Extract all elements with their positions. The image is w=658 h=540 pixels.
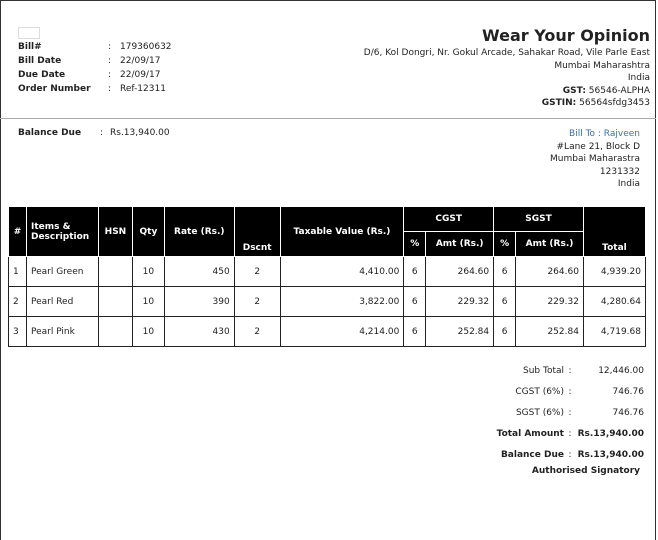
cell-sgst-amt: 264.60 — [516, 257, 584, 287]
cell-hsn — [98, 317, 132, 347]
authorised-signatory: Authorised Signatory — [531, 466, 640, 476]
bill-number-value: 179360632 — [120, 42, 172, 52]
colon: : — [568, 387, 572, 397]
table-row — [9, 257, 646, 287]
cell-hsn — [98, 287, 132, 317]
due-date-row — [18, 68, 172, 82]
colon: : — [568, 408, 572, 418]
company-info — [364, 26, 650, 110]
colon: : — [108, 84, 112, 94]
bill-date-row — [18, 54, 172, 68]
table-row — [9, 287, 646, 317]
th-sgst-amt: Amt (Rs.) — [516, 232, 584, 257]
company-gst — [364, 85, 650, 98]
th-cgst: CGST — [404, 207, 494, 232]
th-items: Items & Description — [26, 207, 98, 257]
th-number: # — [9, 207, 27, 257]
bill-to-title: Bill To : Rajveen — [569, 129, 640, 139]
cgst-total-row — [484, 386, 644, 407]
cgst-total-label: CGST (6%) — [515, 387, 564, 397]
colon: : — [108, 42, 112, 52]
table-row — [9, 317, 646, 347]
cell-number: 1 — [9, 257, 27, 287]
bill-to-line4: India — [617, 179, 640, 189]
gst-label: GST: — [562, 85, 586, 96]
colon: : — [568, 366, 572, 376]
balance-due-value: Rs.13,940.00 — [110, 128, 170, 138]
balance-due-total-value: Rs.13,940.00 — [577, 450, 644, 460]
th-total: Total — [583, 207, 645, 257]
sub-total-row — [484, 365, 644, 386]
cell-total: 4,939.20 — [583, 257, 645, 287]
cell-rate: 450 — [164, 257, 234, 287]
items-table — [8, 206, 646, 347]
cell-item: Pearl Pink — [26, 317, 98, 347]
cell-sgst-amt: 252.84 — [516, 317, 584, 347]
th-sgst-pct: % — [494, 232, 516, 257]
bill-meta — [18, 40, 172, 96]
total-amount-label: Total Amount — [496, 429, 564, 439]
company-address-line1: D/6, Kol Dongri, Nr. Gokul Arcade, Sahakar Road, Vile Parle East — [363, 48, 650, 58]
total-amount-row — [484, 428, 644, 449]
cell-qty: 10 — [132, 287, 164, 317]
cell-sgst-pct: 6 — [494, 317, 516, 347]
cell-sgst-pct: 6 — [494, 287, 516, 317]
company-name: Wear Your Opinion — [482, 26, 650, 45]
company-gstin — [364, 97, 650, 110]
bill-date-value: 22/09/17 — [120, 56, 161, 66]
colon: : — [100, 128, 104, 138]
th-rate: Rate (Rs.) — [164, 207, 234, 257]
cell-item: Pearl Red — [26, 287, 98, 317]
cell-discount: 2 — [234, 287, 280, 317]
cell-taxable: 4,214.00 — [280, 317, 404, 347]
company-address-line2: Mumbai Maharashtra — [554, 60, 650, 71]
colon: : — [568, 429, 572, 439]
cell-taxable: 3,822.00 — [280, 287, 404, 317]
bill-to-line1: #Lane 21, Block D — [556, 141, 640, 152]
gstin-value: 56564sfdg3453 — [579, 98, 650, 108]
totals-summary — [484, 365, 644, 470]
order-number-label: Order Number — [18, 84, 91, 94]
total-amount-value: Rs.13,940.00 — [577, 429, 644, 439]
bill-number-label: Bill# — [18, 42, 42, 52]
company-country: India — [627, 73, 650, 83]
cell-discount: 2 — [234, 317, 280, 347]
cell-cgst-amt: 229.32 — [426, 287, 494, 317]
bill-to-line3: 1231332 — [599, 166, 640, 177]
cell-cgst-amt: 252.84 — [426, 317, 494, 347]
logo-placeholder — [18, 27, 40, 39]
cell-cgst-pct: 6 — [404, 257, 426, 287]
balance-due-total-label: Balance Due — [500, 450, 564, 460]
sgst-total-label: SGST (6%) — [515, 408, 564, 418]
th-hsn: HSN — [98, 207, 132, 257]
cell-cgst-pct: 6 — [404, 317, 426, 347]
cell-qty: 10 — [132, 317, 164, 347]
sgst-total-row — [484, 407, 644, 428]
sgst-total-value: 746.76 — [612, 408, 644, 418]
cell-total: 4,280.64 — [583, 287, 645, 317]
bill-to-line2: Mumbai Maharastra — [550, 154, 640, 164]
sub-total-label: Sub Total — [522, 366, 564, 376]
th-discount: Dscnt — [234, 207, 280, 257]
order-number-row — [18, 82, 172, 96]
th-cgst-pct: % — [404, 232, 426, 257]
colon: : — [108, 56, 112, 66]
cell-qty: 10 — [132, 257, 164, 287]
cell-item: Pearl Green — [26, 257, 98, 287]
due-date-label: Due Date — [18, 70, 66, 80]
th-taxable: Taxable Value (Rs.) — [280, 207, 404, 257]
cell-cgst-amt: 264.60 — [426, 257, 494, 287]
cgst-total-value: 746.76 — [612, 387, 644, 397]
cell-number: 2 — [9, 287, 27, 317]
sub-total-value: 12,446.00 — [598, 366, 644, 376]
cell-rate: 430 — [164, 317, 234, 347]
cell-cgst-pct: 6 — [404, 287, 426, 317]
balance-due-label: Balance Due — [18, 128, 82, 138]
th-cgst-amt: Amt (Rs.) — [426, 232, 494, 257]
th-qty: Qty — [132, 207, 164, 257]
cell-total: 4,719.68 — [583, 317, 645, 347]
cell-discount: 2 — [234, 257, 280, 287]
cell-sgst-amt: 229.32 — [516, 287, 584, 317]
balance-due-summary — [18, 128, 170, 138]
bill-number-row — [18, 40, 172, 54]
header-divider — [0, 118, 656, 119]
bill-to — [550, 128, 640, 191]
colon: : — [108, 70, 112, 80]
cell-rate: 390 — [164, 287, 234, 317]
due-date-value: 22/09/17 — [120, 70, 161, 80]
colon: : — [568, 450, 572, 460]
gstin-label: GSTIN: — [541, 98, 577, 108]
cell-sgst-pct: 6 — [494, 257, 516, 287]
order-number-value: Ref-12311 — [120, 84, 166, 94]
cell-number: 3 — [9, 317, 27, 347]
bill-date-label: Bill Date — [18, 56, 62, 66]
cell-hsn — [98, 257, 132, 287]
th-sgst: SGST — [494, 207, 584, 232]
cell-taxable: 4,410.00 — [280, 257, 404, 287]
gst-value: 56546-ALPHA — [588, 85, 650, 96]
